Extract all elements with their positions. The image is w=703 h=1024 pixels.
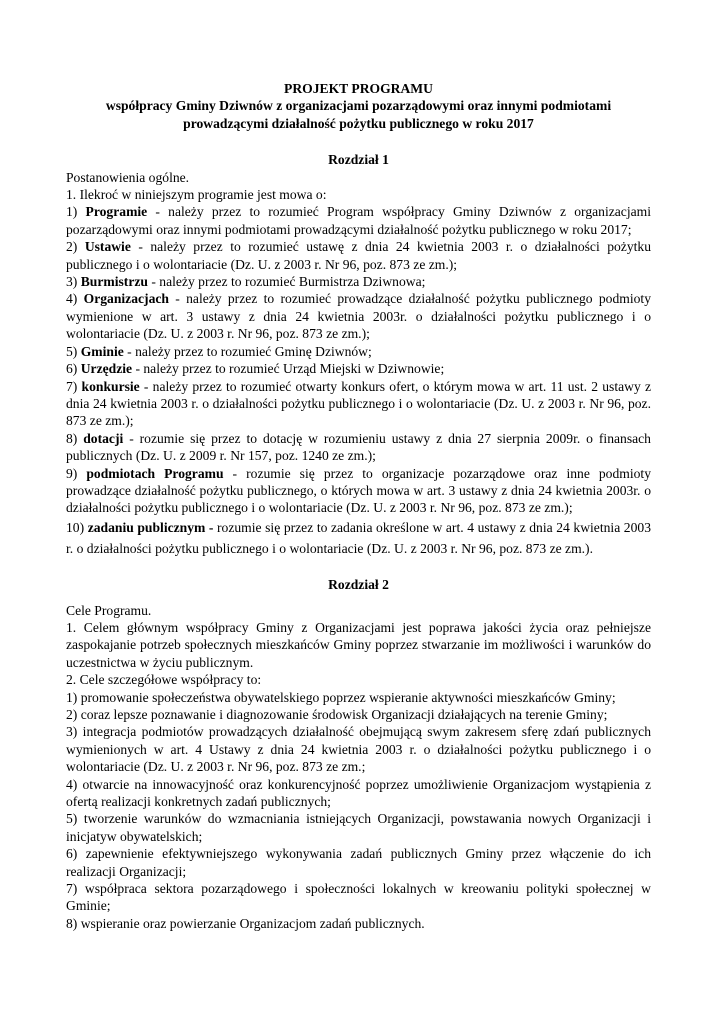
definition-term: Ustawie	[84, 239, 131, 255]
definition-term: konkursie	[81, 378, 140, 394]
goal-item: 1) promowanie społeczeństwa obywatelskiego poprzez wspieranie aktywności mieszkańców Gminy;	[66, 689, 616, 705]
definition-term: zadaniu publicznym -	[87, 519, 214, 535]
document-subtitle-line2: prowadzącymi działalność pożytku publicznego w roku 2017	[183, 115, 534, 131]
definition-item: 3) Burmistrzu - należy przez to rozumieć Burmistrza Dziwnowa;	[66, 274, 426, 290]
definition-item: 8) dotacji - rozumie się przez to dotację w rozumieniu ustawy z dnia 27 sierpnia 2009r. o finansach publicznych (Dz. U. z 2009 r. Nr 157, poz. 1240 ze zm.);	[66, 430, 651, 464]
definition-item: 6) Urzędzie - należy przez to rozumieć Urząd Miejski w Dziwnowie;	[66, 361, 445, 377]
definition-item: 7) konkursie - należy przez to rozumieć otwarty konkurs ofert, o którym mowa w art. 11 ust. 2 ustawy z dnia 24 kwietnia 2003 r. o działalności pożytku publicznego i o wolontariacie (Dz. U. z 2003 r. Nr 96, poz. 873 ze zm.);	[66, 378, 651, 429]
chapter2-goals-lead: 2. Cele szczegółowe współpracy to:	[66, 672, 262, 688]
chapter2-goal-main: 1. Celem głównym współpracy Gminy z Organizacjami jest poprawa jakości życia oraz pełniejsze zaspokajanie potrzeb społecznych mieszkańców Gminy poprzez stwarzanie im możliwości i warunków do uczestnictwa w życiu publicznym.	[66, 619, 651, 670]
definition-term: Organizacjach	[83, 291, 169, 307]
goal-item: 8) wspieranie oraz powierzanie Organizacjom zadań publicznych.	[66, 915, 425, 931]
definition-item: 4) Organizacjach - należy przez to rozumieć prowadzące działalność pożytku publicznego podmioty wymienione w art. 3 ustawy z dnia 24 kwietnia 2003r. o działalności pożytku publicznego i o wolontariacie (Dz. U. z 2003 r. Nr 96, poz. 873 ze zm.);	[66, 291, 651, 342]
definition-term: podmiotach Programu	[86, 465, 224, 481]
definition-term: dotacji	[83, 430, 124, 446]
definition-item: 1) Programie - należy przez to rozumieć Program współpracy Gminy Dziwnów z organizacjami pozarządowymi oraz innymi podmiotami prowadzącymi działalność pożytku publicznego w roku 2017;	[66, 204, 651, 237]
goal-item: 5) tworzenie warunków do wzmacniania istniejących Organizacji, powstawania nowych Organizacji i inicjatyw obywatelskich;	[66, 811, 651, 844]
chapter1-intro: Postanowienia ogólne.	[66, 169, 190, 185]
definition-item: 9) podmiotach Programu - rozumie się przez to organizacje pozarządowe oraz inne podmioty prowadzące działalność pożytku publicznego, o których mowa w art. 3 ustawy z dnia 24 kwietnia 2003r. o działalności pożytku publicznego i o wolontariacie (Dz. U. z 2003 r. Nr 96, poz. 873 ze zm.);	[66, 465, 651, 516]
goal-item: 7) współpraca sektora pozarządowego i społeczności lokalnych w kreowaniu polityki społecznej w Gminie;	[66, 881, 651, 914]
goal-item: 2) coraz lepsze poznawanie i diagnozowanie środowisk Organizacji działających na terenie Gminy;	[66, 707, 608, 722]
chapter1-lead: 1. Ilekroć w niniejszym programie jest mowa o:	[66, 187, 327, 203]
goal-item: 4) otwarcie na innowacyjność oraz konkurencyjność poprzez umożliwienie Organizacjom wystąpienia z ofertą realizacji konkretnych zadań publicznych;	[66, 776, 651, 810]
chapter1-heading: Rozdział 1	[328, 152, 389, 168]
document-page	[66, 80, 651, 932]
definition-term: Burmistrzu	[80, 274, 148, 290]
goal-item: 3) integracja podmiotów prowadzących działalność obejmującą swym zakresem sferę zdań publicznych wymienionych w art. 4 Ustawy z dnia 24 kwietnia 2003 r. o działalności pożytku publicznego i o wolontariacie (Dz. U. z 2003 r. Nr 96, poz. 873 ze zm.;	[66, 724, 651, 775]
definition-item: 2) Ustawie - należy przez to rozumieć ustawę z dnia 24 kwietnia 2003 r. o działalności pożytku publicznego i o wolontariacie (Dz. U. z 2003 r. Nr 96, poz. 873 ze zm.);	[66, 239, 651, 272]
definition-term: Programie	[85, 204, 148, 220]
document-subtitle-line1: współpracy Gminy Dziwnów z organizacjami pozarządowymi oraz innymi podmiotami	[105, 98, 612, 114]
definition-item: 10) zadaniu publicznym - rozumie się przez to zadania określone w art. 4 ustawy z dnia 24 kwietnia 2003 r. o działalności pożytku publicznego i o wolontariacie (Dz. U. z 2003 r. Nr 96, poz. 873 ze zm.).	[66, 519, 651, 556]
definition-term: Gminie	[80, 343, 124, 359]
definition-item: 5) Gminie - należy przez to rozumieć Gminę Dziwnów;	[66, 343, 372, 359]
chapter2-heading: Rozdział 2	[328, 577, 389, 593]
document-title: PROJEKT PROGRAMU	[284, 81, 433, 96]
goal-item: 6) zapewnienie efektywniejszego wykonywania zadań publicznych Gminy przez włączenie do ich realizacji Organizacji;	[66, 846, 651, 879]
chapter2-intro: Cele Programu.	[66, 602, 152, 618]
definition-term: Urzędzie	[80, 361, 133, 377]
